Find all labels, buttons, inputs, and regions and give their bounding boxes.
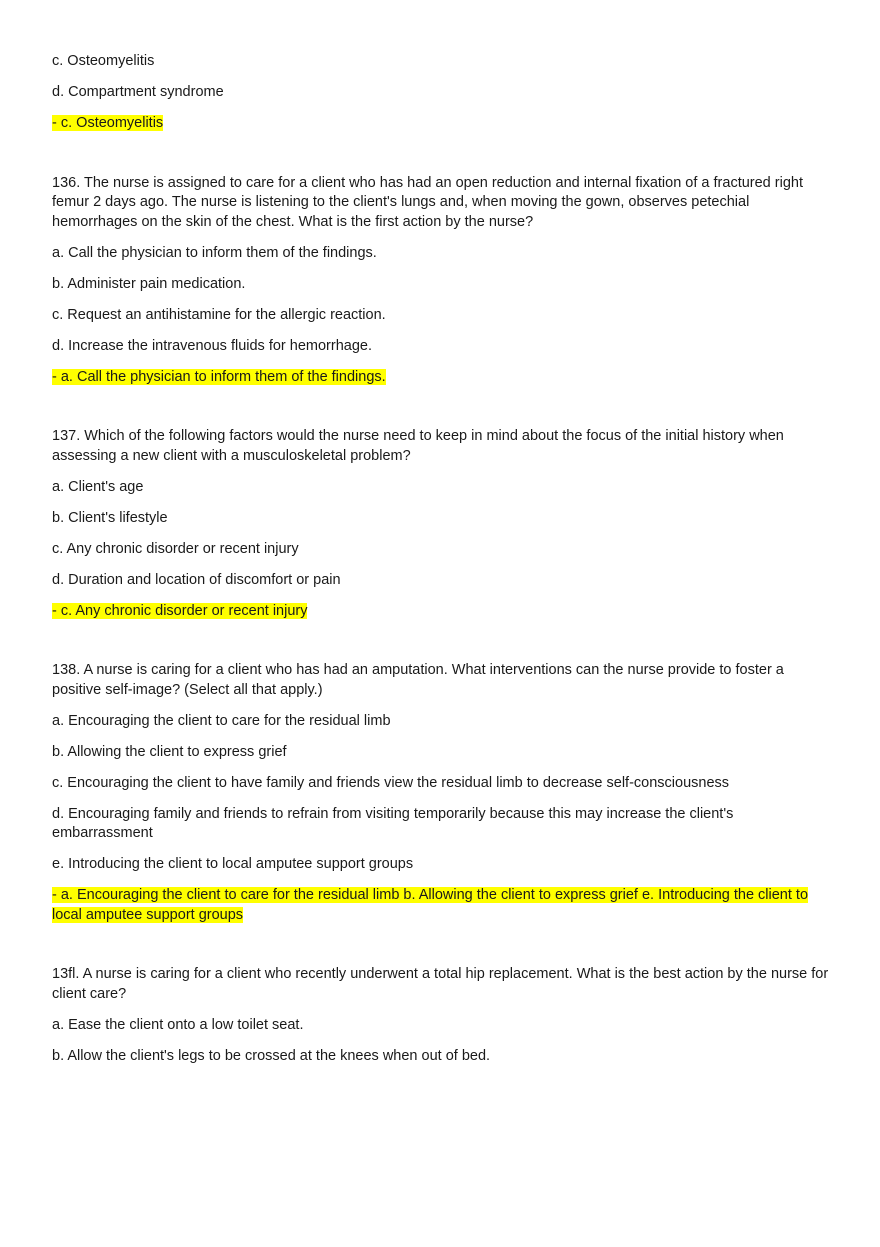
- option: c. Encouraging the client to have family and friends view the residual limb to decrease self-consciousness: [52, 774, 730, 791]
- answer-text: - a. Encouraging the client to care for the residual limb b. Allowing the client to express grief e. Introducing the client to local amputee support groups: [52, 887, 809, 923]
- answer-highlight: [52, 886, 830, 925]
- question-text: 136. The nurse is assigned to care for a client who has had an open reduction and internal fixation of a fractured right femur 2 days ago. The nurse is listening to the client's lungs and, when moving the gown, observes petechial hemorrhages on the skin of the chest. What is the first action by the nurse?: [52, 174, 803, 230]
- option: b. Administer pain medication.: [52, 275, 246, 292]
- option: c. Request an antihistamine for the allergic reaction.: [52, 306, 386, 323]
- question-block-138: [52, 661, 830, 925]
- option: e. Introducing the client to local amputee support groups: [52, 856, 414, 872]
- answer-highlight: [52, 114, 830, 134]
- option: a. Ease the client onto a low toilet seat.: [52, 1016, 304, 1033]
- option: a. Encouraging the client to care for the residual limb: [52, 712, 391, 729]
- option: d. Duration and location of discomfort or pain: [52, 571, 341, 588]
- option: b. Allow the client's legs to be crossed at the knees when out of bed.: [52, 1047, 491, 1064]
- option: c. Any chronic disorder or recent injury: [52, 540, 299, 557]
- option: d. Increase the intravenous fluids for hemorrhage.: [52, 337, 372, 354]
- question-block-137: [52, 427, 830, 621]
- answer-highlight: [52, 602, 830, 622]
- spacer: [52, 621, 830, 661]
- option: b. Client's lifestyle: [52, 509, 168, 526]
- question-text: 13fl. A nurse is caring for a client who recently underwent a total hip replacement. What is the best action by the nurse for client care?: [52, 966, 829, 1002]
- answer-highlight: [52, 368, 830, 388]
- previous-question-tail: [52, 52, 830, 134]
- spacer: [52, 134, 830, 174]
- spacer: [52, 387, 830, 427]
- option: d. Encouraging family and friends to refrain from visiting temporarily because this may increase the client's embarrassment: [52, 805, 734, 841]
- answer-text: - a. Call the physician to inform them of the findings.: [52, 368, 386, 385]
- answer-text: - c. Osteomyelitis: [52, 115, 164, 131]
- question-block-139: [52, 965, 830, 1066]
- option: a. Call the physician to inform them of the findings.: [52, 244, 377, 261]
- option: d. Compartment syndrome: [52, 84, 224, 100]
- spacer: [52, 925, 830, 965]
- answer-text: - c. Any chronic disorder or recent injury: [52, 602, 308, 619]
- option: a. Client's age: [52, 478, 144, 495]
- question-block-136: [52, 174, 830, 388]
- option: b. Allowing the client to express grief: [52, 743, 287, 760]
- document-page: [52, 52, 830, 1078]
- question-text: 138. A nurse is caring for a client who has had an amputation. What interventions can the nurse provide to foster a positive self-image? (Select all that apply.): [52, 662, 784, 698]
- question-text: 137. Which of the following factors would the nurse need to keep in mind about the focus of the initial history when assessing a new client with a musculoskeletal problem?: [52, 428, 784, 464]
- option: c. Osteomyelitis: [52, 53, 155, 69]
